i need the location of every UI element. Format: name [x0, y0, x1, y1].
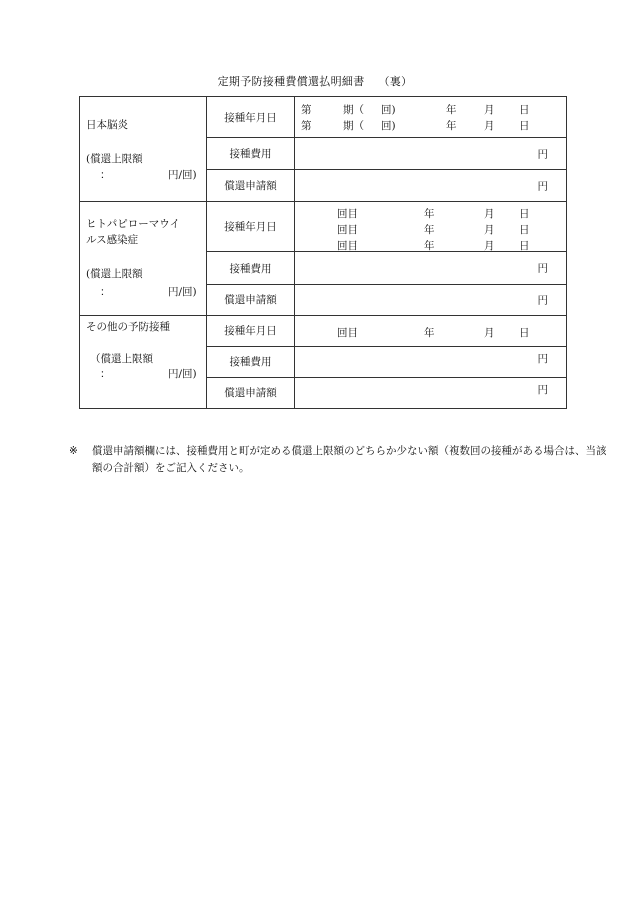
- section2-name-cell: [80, 202, 207, 315]
- section2-cost-label: 接種費用: [207, 252, 295, 284]
- section3-name-cell: [80, 315, 207, 408]
- section2-claim-label: 償還申請額: [207, 284, 295, 315]
- section3-claim-field[interactable]: [295, 377, 567, 408]
- section2-date-label: 接種年月日: [207, 202, 295, 252]
- section3-date-label: 接種年月日: [207, 315, 295, 346]
- section1-cost-label: 接種費用: [207, 138, 295, 170]
- section1-date-field[interactable]: 第 期（ 回) 年 月 日 第 期（ 回) 年 月 日: [295, 97, 567, 138]
- section1-claim-yen: 円: [537, 180, 548, 193]
- section3-claim-label: 償還申請額: [207, 377, 295, 408]
- section2-date-row: [80, 202, 567, 252]
- section3-date-row: [80, 315, 567, 346]
- section2-limit-unit: 円/回): [168, 286, 197, 299]
- section2-claim-yen: 円: [537, 294, 548, 307]
- section1-limit-colon: ：: [100, 169, 111, 181]
- reimbursement-table: [79, 96, 567, 409]
- section2-limit-colon: ：: [100, 286, 111, 299]
- section3-limit-label: （償還上限額: [90, 352, 153, 365]
- section1-date-row: [80, 97, 567, 138]
- footnote-mark: ※: [69, 445, 78, 457]
- section3-date-field[interactable]: 回目 年 月 日: [295, 315, 567, 346]
- section3-cost-yen: 円: [537, 352, 548, 365]
- title-text: 定期予防接種費償還払明細書: [217, 75, 365, 88]
- section2-name-line2: ルス感染症: [86, 234, 139, 247]
- section1-name: 日本脳炎: [86, 119, 128, 131]
- section1-date-label: 接種年月日: [207, 97, 295, 138]
- title-suffix: （裏）: [378, 75, 413, 88]
- section3-limit-colon: ：: [100, 367, 111, 380]
- section1-claim-field[interactable]: [295, 170, 567, 202]
- section3-claim-yen: 円: [537, 383, 548, 396]
- document-title: [0, 73, 630, 89]
- section1-cost-yen: 円: [537, 148, 548, 161]
- section2-claim-field[interactable]: [295, 284, 567, 315]
- section3-cost-label: 接種費用: [207, 346, 295, 377]
- section1-cost-field[interactable]: [295, 138, 567, 170]
- section2-name-line1: ヒトパピローマウイ: [86, 218, 180, 231]
- footnote: [69, 443, 607, 477]
- section1-claim-label: 償還申請額: [207, 170, 295, 202]
- section1-name-cell: [80, 97, 207, 202]
- section1-limit-label: (償還上限額: [86, 153, 143, 165]
- footnote-text: 償還申請額欄には、接種費用と町が定める償還上限額のどちらか少ない額（複数回の接種がある場合は、当該額の合計額）をご記入ください。: [92, 445, 607, 474]
- section2-cost-field[interactable]: [295, 252, 567, 284]
- section2-date-field[interactable]: 回目 年 月 日 回目 年 月 日 回目 年 月 日: [295, 202, 567, 252]
- section1-limit-unit: 円/回): [168, 169, 197, 181]
- section3-limit-unit: 円/回): [168, 367, 197, 380]
- section3-cost-field[interactable]: [295, 346, 567, 377]
- section2-cost-yen: 円: [537, 262, 548, 275]
- section3-name: その他の予防接種: [86, 320, 170, 333]
- section2-limit-label: (償還上限額: [86, 268, 143, 281]
